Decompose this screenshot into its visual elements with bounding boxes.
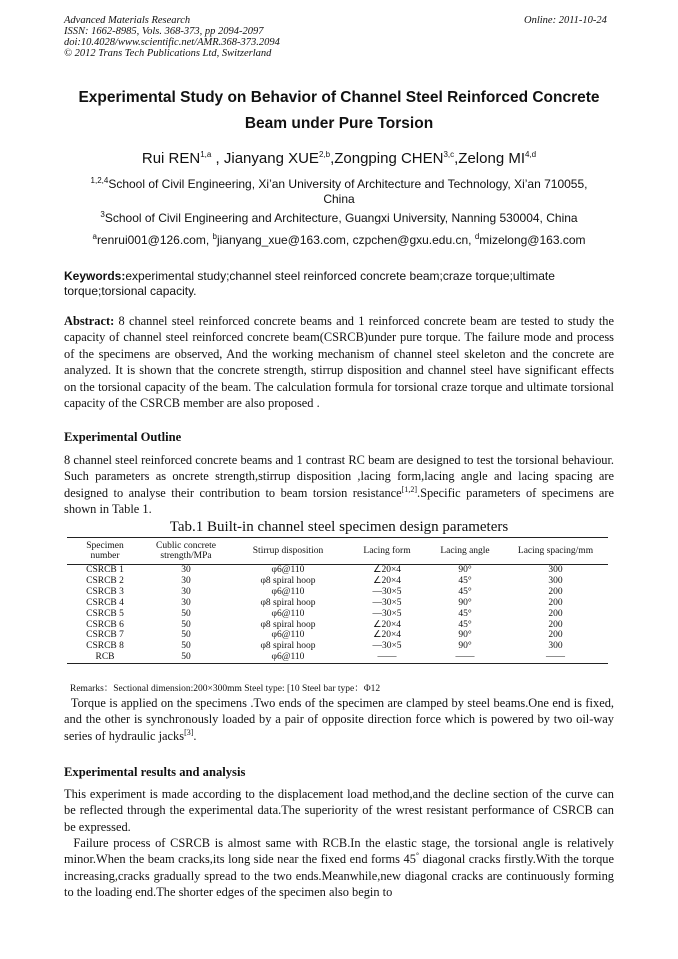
paragraph-text: Torque is applied on the specimens .Two ends of the specimen are clamped by steel beams.One end is fixed, and the other is synchronously loaded by a pair of opposite direction force which is powered by two oil-way series of hydraulic jacks <box>64 696 614 743</box>
table-cell: 30 <box>181 586 191 597</box>
affil-country: China <box>323 192 355 206</box>
table-cell: CSRCB 7 <box>86 630 124 641</box>
author-sep: , <box>330 150 335 167</box>
column-header: Lacing spacing/mm <box>503 538 608 565</box>
table-row <box>67 641 608 652</box>
paper-title <box>40 85 638 137</box>
keywords-text: experimental study;channel steel reinforced concrete beam;craze torque;ultimate torque;torsional capacity. <box>64 269 555 298</box>
table-cell: CSRCB 4 <box>86 597 124 608</box>
title-line-2: Beam under Pure Torsion <box>244 115 434 132</box>
issn-line: ISSN: 1662-8985, Vols. 368-373, pp 2094-2097 <box>64 26 264 37</box>
table-cell: 50 <box>181 608 191 619</box>
degree-symbol: ° <box>415 851 420 861</box>
table-cell: 45° <box>458 619 472 630</box>
table-cell: 50 <box>181 619 191 630</box>
affil-sup: 3 <box>100 210 105 219</box>
table-cell: —— <box>347 652 427 663</box>
affiliation-2 <box>30 211 648 226</box>
copyright-line: © 2012 Trans Tech Publications Ltd, Switzerland <box>64 48 272 59</box>
email: mizelong@163.com <box>479 233 586 247</box>
keywords-label: Keywords: <box>64 269 126 283</box>
abstract-label: Abstract: <box>64 314 115 328</box>
table-cell: φ8 spiral hoop <box>260 575 316 586</box>
specimen-table <box>67 537 608 664</box>
table-cell: 90° <box>458 565 472 575</box>
table-caption: Tab.1 Built-in channel steel specimen design parameters <box>169 519 509 535</box>
paragraph: This experiment is made according to the displacement load method,and the decline section of the curve can be reflected through the experimental data.The superiority of the wrest resistant performance of CSRCB can be expressed. <box>64 787 614 834</box>
table-cell: 90° <box>458 630 472 641</box>
table-cell: —30×5 <box>372 608 402 619</box>
table-cell: 90° <box>458 597 472 608</box>
table-row <box>67 587 608 598</box>
table-cell: ∠20×4 <box>372 630 402 641</box>
paragraph-text: .Specific parameters of specimens are shown in Table 1. <box>64 485 614 517</box>
author-name: Rui REN <box>141 150 201 167</box>
table-header-row <box>67 538 608 565</box>
table-cell: RCB <box>67 652 143 663</box>
keywords <box>64 269 624 299</box>
table-cell: 300 <box>548 641 563 652</box>
table-cell: —30×5 <box>372 597 402 608</box>
table-cell: —30×5 <box>372 641 402 652</box>
table-row <box>67 630 608 641</box>
table-cell: CSRCB 8 <box>86 641 124 652</box>
column-header: Stirrup disposition <box>229 538 347 565</box>
table-row <box>67 620 608 631</box>
table-cell: 50 <box>181 641 191 652</box>
table-cell: CSRCB 6 <box>86 619 124 630</box>
author-sep: , <box>454 150 459 167</box>
table-cell: ∠20×4 <box>372 565 402 575</box>
abstract-text: 8 channel steel reinforced concrete beams and 1 reinforced concrete beam are tested to study the capacity of channel steel reinforced concrete beam(CSRCB)under pure torque. The failure mode and process of the specimens are observed, And the working mechanism of channel steel skeleton and the concrete are analyzed. It is shown that the concrete strength, stirrup disposition and channel steel have significant effects on the torsional capacity of the beam. The calculation formula for torsional craze torque and ultimate torsional capacity of the CSRCB member are also proposed . <box>64 314 614 411</box>
citation: [3] <box>184 727 194 737</box>
affil-text: School of Civil Engineering and Architecture, Guangxi University, Nanning 530004, China <box>104 211 578 225</box>
table-cell: φ8 spiral hoop <box>260 597 316 608</box>
paragraph-text: 8 channel steel reinforced concrete beams and 1 contrast RC beam are designed to test the torsional behaviour. Such parameters as oncrete strength,stirrup disposition ,lacing form,lacing angle and lacing spacing are designed to analyse their contribution to beam torsion resistance <box>64 453 614 500</box>
table-row <box>67 576 608 587</box>
paragraph-text: diagonal cracks firstly.With the torque increasing,cracks gradually spread to the two ends.Meanwhile,new diagonal cracks are continuously forming to the loading end.The shorter edges of the specimen also begin to <box>64 852 614 900</box>
table-cell: 30 <box>181 575 191 586</box>
table-row <box>67 565 608 576</box>
column-header: Lacing angle <box>427 538 503 565</box>
doi-line: doi:10.4028/www.scientific.net/AMR.368-373.2094 <box>64 37 280 48</box>
table-cell: 30 <box>181 597 191 608</box>
title-line-1: Experimental Study on Behavior of Channel Steel Reinforced Concrete <box>78 89 600 106</box>
table-cell: CSRCB 5 <box>86 608 124 619</box>
table-cell: ∠20×4 <box>372 575 402 586</box>
table-cell: 45° <box>458 575 472 586</box>
table-cell: φ6@110 <box>271 630 305 641</box>
table-cell: 200 <box>548 630 563 641</box>
table-cell: —— <box>503 652 608 663</box>
table-row <box>67 598 608 609</box>
table-cell: 200 <box>548 597 563 608</box>
column-header: Lacing form <box>347 538 427 565</box>
author-name: Zelong MI <box>458 150 525 167</box>
email-sup: a <box>92 232 97 241</box>
table-cell: 200 <box>548 586 563 597</box>
email-sup: d <box>474 232 480 241</box>
table-cell: φ8 spiral hoop <box>260 641 316 652</box>
affiliation-1 <box>30 177 648 207</box>
table-cell: CSRCB 1 <box>86 565 124 575</box>
affil-sup: 1,2,4 <box>90 176 109 185</box>
email: jianyang_xue@163.com, czpchen@gxu.edu.cn, <box>216 233 475 247</box>
table-cell: 45° <box>458 608 472 619</box>
online-date: Online: 2011-10-24 <box>524 15 607 26</box>
paragraph-text: Failure process of CSRCB is almost same with RCB.In the elastic stage, the torsional angle is relatively minor.When the beam cracks,its long side near the fixed end forms 45 <box>64 836 614 867</box>
table-cell: —30×5 <box>372 586 402 597</box>
citation: [1,2] <box>401 484 417 494</box>
author-sup: 1,a <box>200 150 212 159</box>
abstract <box>64 313 614 411</box>
paragraph <box>64 695 614 744</box>
journal-name: Advanced Materials Research <box>64 15 191 26</box>
table-cell: φ6@110 <box>271 608 305 619</box>
table-cell: 200 <box>548 608 563 619</box>
paragraph <box>64 835 614 901</box>
table-cell: φ6@110 <box>271 586 305 597</box>
table-cell: ∠20×4 <box>372 619 402 630</box>
table-cell: φ8 spiral hoop <box>260 619 316 630</box>
table-cell: 200 <box>548 619 563 630</box>
table-cell: 90° <box>458 641 472 652</box>
table-cell: φ6@110 <box>271 565 305 575</box>
author-list <box>30 150 648 167</box>
email-line <box>30 233 648 248</box>
author-sep: , <box>211 150 224 167</box>
author-sup: 4,d <box>525 150 537 159</box>
table-row <box>67 609 608 620</box>
section-heading: Experimental Outline <box>64 430 182 444</box>
table-cell: 45° <box>458 586 472 597</box>
table-cell: 50 <box>143 652 229 663</box>
affil-text: School of Civil Engineering, Xi’an University of Architecture and Technology, Xi’an 710055, <box>108 177 588 191</box>
table-cell: 300 <box>548 575 563 586</box>
author-sup: 2,b <box>318 150 331 159</box>
author-sup: 3,c <box>443 150 455 159</box>
table-remarks: Remarks：Sectional dimension:200×300mm Steel type: [10 Steel bar type：Φ12 <box>70 684 381 694</box>
section-heading: Experimental results and analysis <box>64 765 246 779</box>
email: renrui001@126.com, <box>96 233 213 247</box>
table-cell: —— <box>427 652 503 663</box>
column-header: Cublic concrete strength/MPa <box>143 538 229 565</box>
email-sup: b <box>212 232 217 241</box>
table-row <box>67 652 608 663</box>
table-cell: CSRCB 3 <box>86 586 124 597</box>
column-header: Specimen number <box>67 538 143 565</box>
table-cell: 300 <box>548 565 563 575</box>
table-cell: 30 <box>181 565 191 575</box>
paragraph-text: . <box>193 728 197 743</box>
author-name: Jianyang XUE <box>223 150 319 167</box>
table-cell: φ6@110 <box>229 652 347 663</box>
author-name: Zongping CHEN <box>334 150 444 167</box>
paragraph <box>64 452 614 518</box>
table-cell: CSRCB 2 <box>86 575 124 586</box>
table-cell: 50 <box>181 630 191 641</box>
